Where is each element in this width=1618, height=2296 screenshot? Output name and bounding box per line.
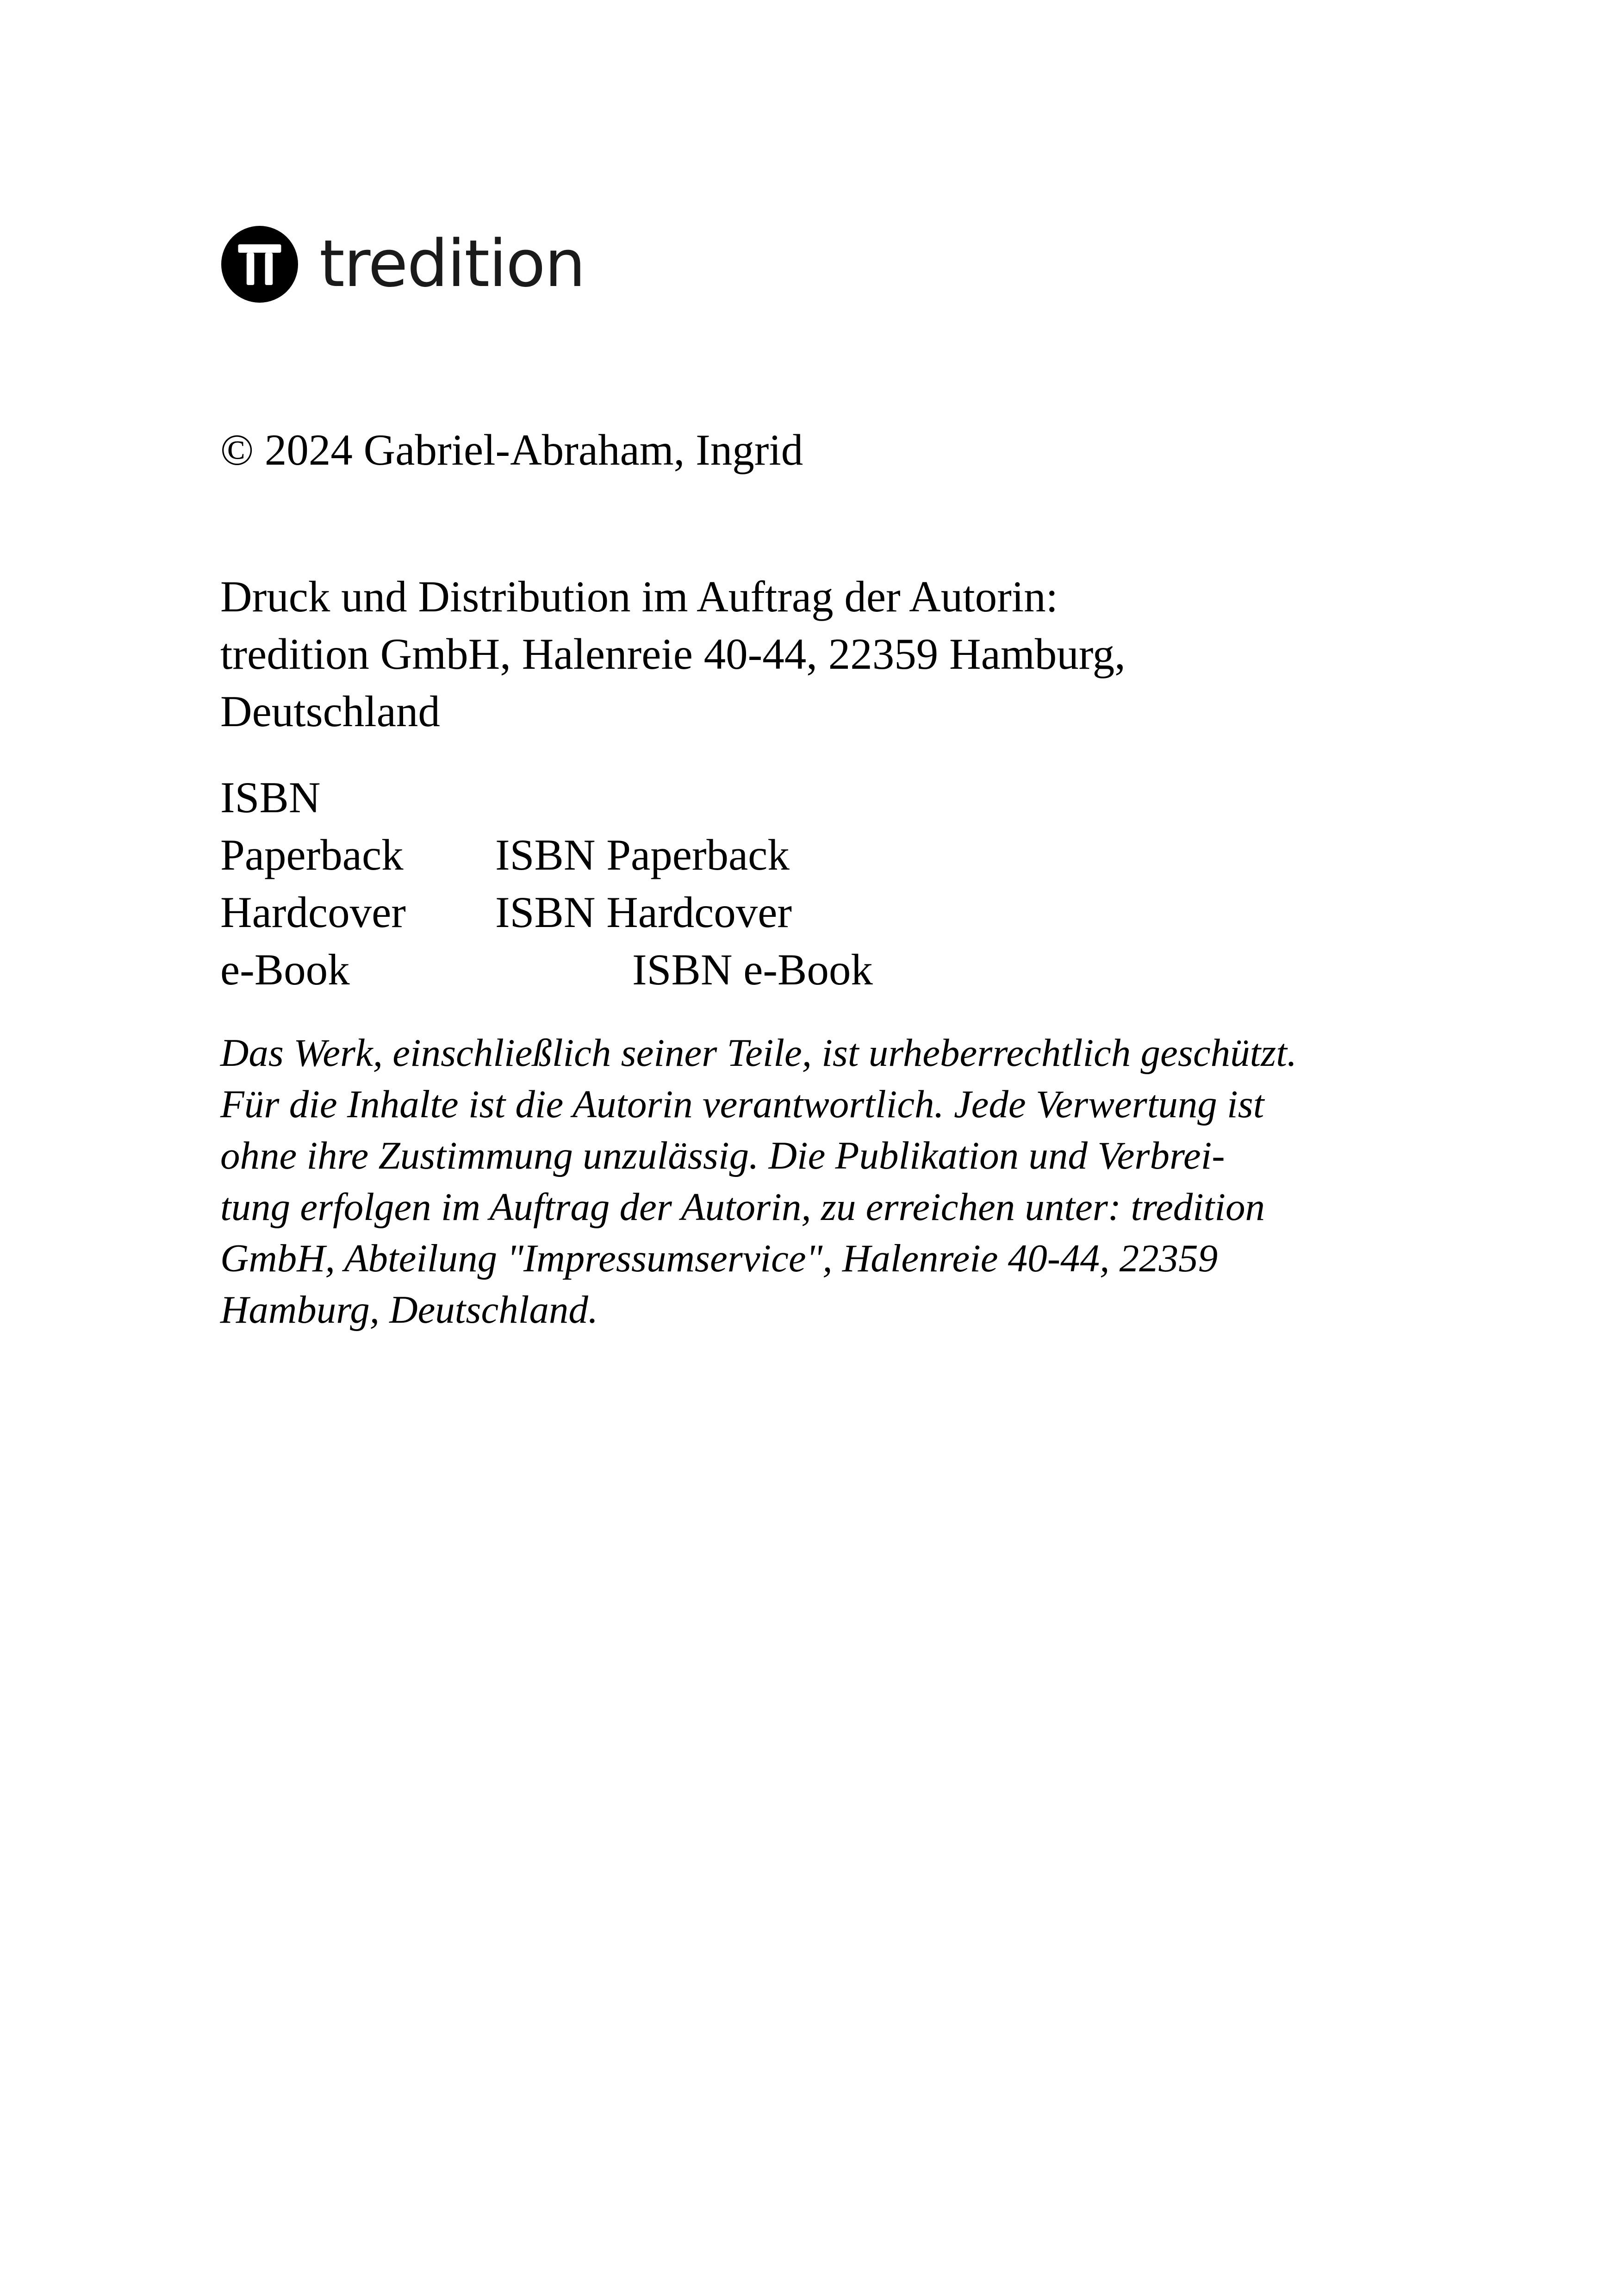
isbn-label: e-Book: [220, 945, 350, 994]
isbn-heading: ISBN: [220, 773, 321, 822]
tredition-logo-icon: [221, 226, 298, 303]
print-line: Druck und Distribution im Auftrag der Autorin:: [220, 572, 1058, 621]
legal-line: Das Werk, einschließlich seiner Teile, ist urheberrechtlich geschützt.: [220, 1031, 1297, 1075]
print-line: Deutschland: [220, 687, 440, 736]
isbn-label: Hardcover: [220, 888, 406, 937]
publisher-logo: [221, 225, 585, 304]
isbn-value: ISBN e-Book: [632, 945, 873, 994]
print-distribution-info: [220, 568, 1126, 740]
logo-wordmark: tredition: [319, 226, 585, 302]
legal-notice: [220, 1027, 1405, 1336]
print-line: tredition GmbH, Halenreie 40-44, 22359 Hamburg,: [220, 629, 1126, 678]
legal-line: ohne ihre Zustimmung unzulässig. Die Publikation und Verbrei-: [220, 1134, 1225, 1177]
isbn-value: ISBN Hardcover: [495, 888, 792, 937]
copyright-line: © 2024 Gabriel-Abraham, Ingrid: [220, 425, 803, 474]
isbn-value: ISBN Paperback: [495, 830, 790, 879]
isbn-label: Paperback: [220, 830, 404, 879]
legal-line: Für die Inhalte ist die Autorin verantwortlich. Jede Verwertung ist: [220, 1083, 1264, 1126]
legal-line: GmbH, Abteilung "Impressumservice", Halenreie 40-44, 22359: [220, 1237, 1218, 1280]
legal-line: Hamburg, Deutschland.: [220, 1288, 598, 1332]
legal-line: tung erfolgen im Auftrag der Autorin, zu erreichen unter: tredition: [220, 1185, 1265, 1229]
